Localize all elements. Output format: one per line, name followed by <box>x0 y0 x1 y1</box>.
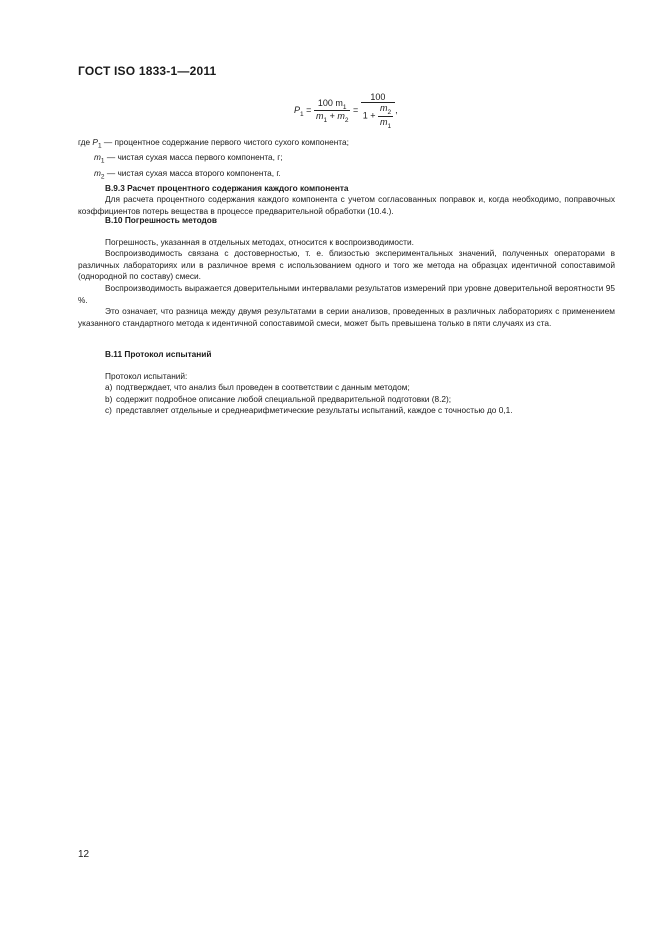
frac1-num-sub: 1 <box>342 103 347 111</box>
list-item-text: представляет отдельные и среднеарифметические результаты испытаний, каждое с точностью до 0,1. <box>116 405 513 416</box>
paragraph: Протокол испытаний: <box>105 370 188 381</box>
list-item-text: подтверждает, что анализ был проведен в соответствии с данным методом; <box>116 382 410 393</box>
definition-text: — чистая сухая масса второго компонента, г. <box>104 167 281 178</box>
frac2-den-one: 1 + <box>362 110 379 121</box>
formula-fraction-2 <box>361 92 395 130</box>
page-number: 12 <box>78 849 90 860</box>
list-item-text: содержит подробное описание любой специальной предварительной подготовки (8.2); <box>116 393 452 404</box>
definition-sub: 2 <box>100 173 105 181</box>
frac2-num: 100 <box>361 92 395 103</box>
list-item-label: b) <box>105 393 113 404</box>
definition-text: — процентное содержание первого чистого сухого компонента; <box>101 137 349 147</box>
frac1-den-plus: + <box>327 111 338 122</box>
frac1-den-b: m <box>337 111 345 122</box>
formula-eq2: = <box>352 105 359 116</box>
definitions-block <box>78 137 615 218</box>
section-b10 <box>78 215 615 329</box>
definition-var: m <box>94 167 101 178</box>
paragraph-b93: Для расчета процентного содержания каждого компонента с учетом согласованных поправок и, когда необходимо, поправочных коэффициентов потерь вещества в процессе предварительной обработки (10.4.). <box>78 194 615 216</box>
definition-var: m <box>94 152 101 163</box>
frac3-num-sub: 2 <box>387 108 392 116</box>
section-heading-b93: B.9.3 Расчет процентного содержания каждого компонента <box>105 182 349 193</box>
formula-lhs: P <box>294 105 301 116</box>
frac1-den-b-sub: 2 <box>344 117 349 125</box>
section-heading-b10: B.10 Погрешность методов <box>105 215 217 225</box>
definition-sub: 1 <box>100 157 105 165</box>
frac3-den-sub: 1 <box>387 122 392 130</box>
list-item <box>105 382 615 394</box>
paragraph: Воспроизводимость выражается доверительными интервалами результатов измерений при уровне доверительной вероятности 95 %. <box>78 282 615 305</box>
definition-m2 <box>78 168 615 183</box>
list-item-label: a) <box>105 382 113 393</box>
paragraph: Воспроизводимость связана с достоверностью, т. е. близостью экспериментальных значений, полученных операторами в различных лабораториях или в различное время с использованием одного и того же метода на образцах идентичной сопоставимой (однородной по составу) смеси. <box>78 248 615 282</box>
formula-fraction-1 <box>314 98 351 125</box>
frac1-num: 100 m <box>317 97 343 108</box>
definition-prefix: где <box>78 137 93 147</box>
definition-text: — чистая сухая масса первого компонента, г; <box>104 152 283 163</box>
definition-var: P <box>92 137 98 147</box>
formula-end: , <box>395 105 398 116</box>
definition-sub: 1 <box>97 142 102 150</box>
protocol-list <box>78 382 615 417</box>
formula-eq: = <box>306 105 312 116</box>
definition-p1 <box>78 137 615 152</box>
paragraph: Это означает, что разница между двумя результатами в серии анализов, проведенных в различных лабораториях с применением указанного стандартного метода к идентичной сопоставимой смеси, может быть превышена только в пяти случаях из ста. <box>78 306 615 328</box>
list-item <box>105 394 615 406</box>
paragraph: Погрешность, указанная в отдельных методах, относится к воспроизводимости. <box>105 236 414 247</box>
list-item-label: c) <box>105 405 112 416</box>
frac1-den-a: m <box>315 111 324 122</box>
formula-lhs-sub: 1 <box>300 110 304 118</box>
definition-m1 <box>78 152 615 167</box>
formula-fraction-3 <box>378 103 393 130</box>
formula <box>294 92 398 130</box>
list-item <box>105 405 615 417</box>
frac3-num: m <box>380 103 388 113</box>
section-heading-b11: B.11 Протокол испытаний <box>105 349 212 359</box>
document-header: ГОСТ ISO 1833-1—2011 <box>78 64 217 78</box>
frac3-den: m <box>380 116 388 127</box>
frac1-den-a-sub: 1 <box>323 117 328 125</box>
section-b11 <box>78 349 615 417</box>
